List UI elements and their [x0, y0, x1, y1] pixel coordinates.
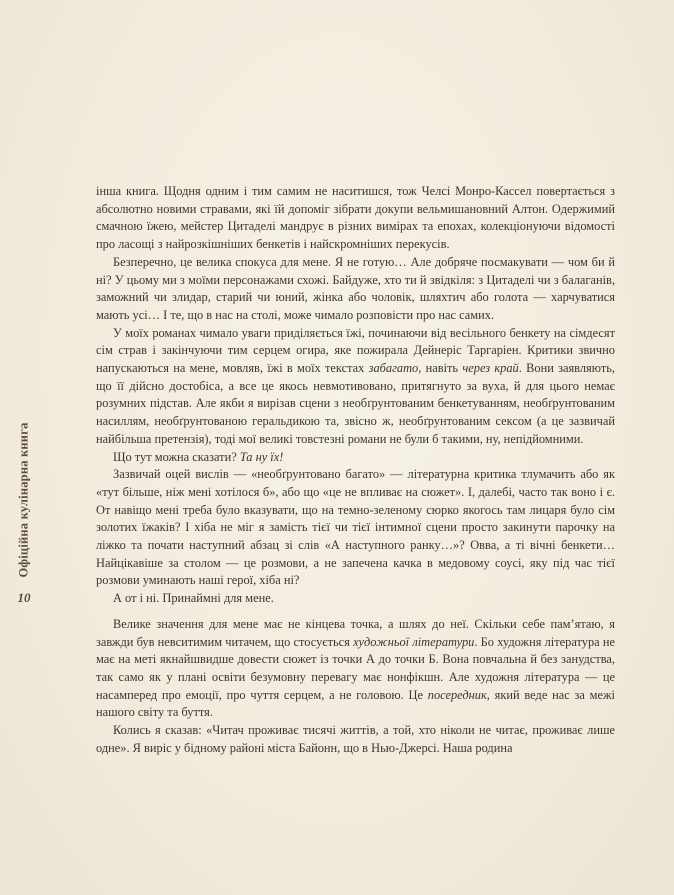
text-run: Зазвичай оцей вислів — «необґрунтовано багато» — літературна критика тлумачить або як «тут більше, ніж мені хотілося б», або що «це не впливає на сюжет». І, далебі, часто так воно і є. От навіщо мені треба було вказувати, що на темно-зеленому сюрко якогось там лицаря було сім золотих їжаків? І хіба не міг я замість тієї чи тієї інтимної сцени просто закинути парочку на ліжко та почати наступний абзац зі слів «А наступного ранку…»? Овва, а ті вічні бенкети… Найцікавіше за столом — це розмови, а не запечена качка в медовому соусі, яку під час тієї розмови уминають наші герої, хіба ні?: [96, 467, 615, 588]
paragraph: [96, 183, 615, 254]
paragraph: [96, 466, 615, 590]
text-run: У моїх романах чимало уваги приділяється їжі, починаючи від весільного бенкету на сімдесят сім страв і закінчуючи тим серцем огира, яке пожирала Дейнеріс Таргаріен. Критики звично напускаються на мене, мовляв, їжі в моїх текстах: [96, 325, 615, 376]
italic-text: через край: [462, 361, 519, 376]
text-run: Колись я сказав: «Читач проживає тисячі життів, а той, хто ніколи не читає, проживає лише одне». Я виріс у бідному районі міста Байонн, що в Нью-Джерсі. Наша родина: [96, 723, 615, 755]
paragraph: [96, 616, 615, 722]
paragraph: [96, 590, 615, 608]
italic-text: художньої літератури: [353, 634, 475, 649]
text-run: . Вони заявляють, що її дійсно достобіса, а все це якось невмотивовано, притягнуто за вуха, й для цього немає розумних підстав. Але якби я вирізав сцени з необґрунтованим бенкетуванням, необґрунтованим насиллям, необґрунтованою геральдикою та, звісно ж, необґрунтованим сексом (а це зазвичай найбільша претензія), тоді мої великі товстезні романи не були б такими, ну, непідйомними.: [96, 361, 616, 446]
italic-text: забагато: [368, 361, 419, 376]
paragraph: [96, 449, 615, 467]
italic-text: Та ну їх!: [239, 449, 284, 464]
text-run: , який веде нас за межі нашого світу та буття.: [96, 687, 615, 720]
body-text: [96, 183, 615, 758]
page-number: 10: [17, 590, 31, 605]
text-run: Що тут можна сказати?: [113, 449, 240, 464]
text-run: інша книга. Щодня одним і тим самим не наситишся, тож Челсі Монро-Кассел повертається з абсолютно новими стравами, які їй допоміг зібрати докупи вельмишановний Алтон. Одержимий смачною їжею, мейстер Цитаделі мандрує в різних вимірах та епохах, колекціонуючи відомості про ласощі з найрозкішніших бенкетів і найскромніших перекусів.: [96, 184, 615, 252]
text-run: , навіть: [418, 361, 463, 376]
running-header-title: Офіційна кулінарна книга: [16, 422, 31, 578]
text-run: Велике значення для мене має не кінцева точка, а шлях до неї. Скільки себе пам’ятаю, я завжди був невситимим читачем, що стосується: [96, 616, 615, 649]
paragraph: [96, 254, 615, 325]
paragraph: [96, 722, 615, 757]
paragraph: [96, 325, 615, 449]
italic-text: посередник: [427, 687, 487, 702]
text-run: А от і ні. Принаймні для мене.: [113, 591, 274, 606]
text-run: . Бо художня література не має на меті якнайшвидше довести сюжет із точки А до точки Б. Вона повчальна й без занудства, так само як у плані освіти безумовну перевагу має нонфікшн. Але художня література — це насамперед про емоції, про чуття серцем, а не головою. Це: [96, 634, 615, 702]
text-run: Безперечно, це велика спокуса для мене. Я не готую… Але добряче посмакувати — чом би й ні? У цьому ми з моїми персонажами схожі. Байдуже, хто ти й звідкіля: з Цитаделі чи з балаганів, заможний чи злидар, старий чи юний, жінка або чоловік, шляхтич або голота — харчуватися мають усі… І те, що в нас на столі, може чимало розповісти про нас самих.: [96, 254, 615, 322]
